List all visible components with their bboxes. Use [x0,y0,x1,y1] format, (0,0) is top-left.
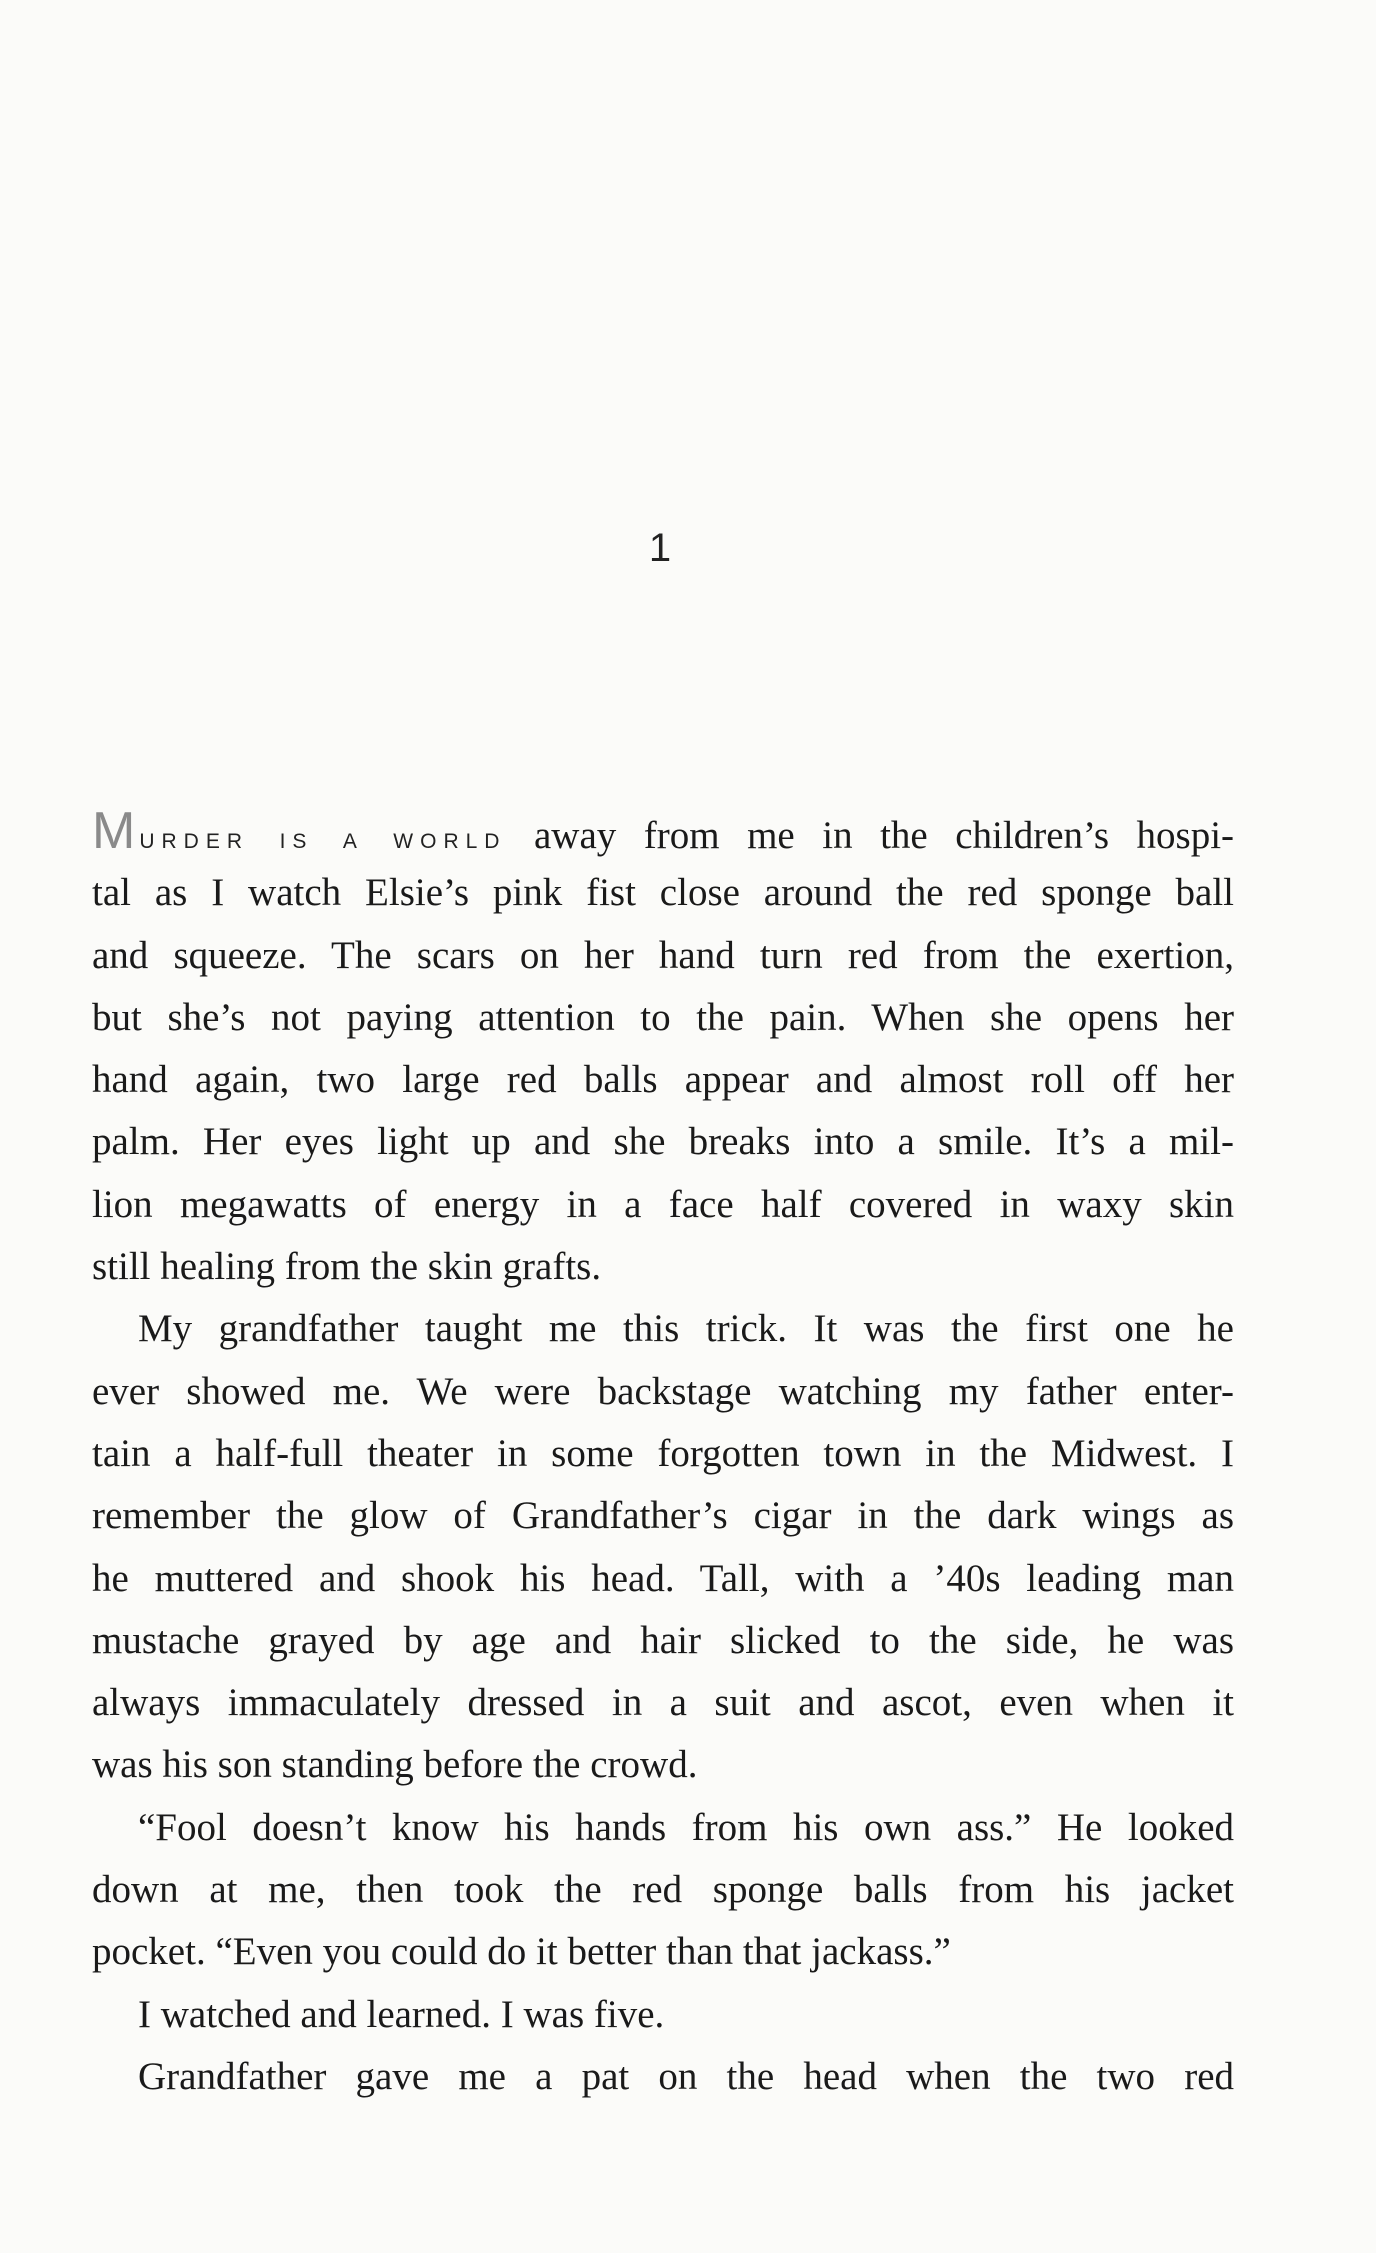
text-line: palm. Her eyes light up and she breaks into a smile. It’s a mil- [92,1120,1234,1164]
opening-line [92,800,1234,862]
text-line: he muttered and shook his head. Tall, with a ’40s leading man [92,1556,1234,1600]
text-line: mustache grayed by age and hair slicked to the side, he was [92,1618,1234,1662]
text-line: tal as I watch Elsie’s pink fist close around the red sponge ball [92,871,1234,915]
text-line: tain a half-full theater in some forgotten town in the Midwest. I [92,1431,1234,1475]
chapter-number: 1 [648,526,672,570]
text-line: and squeeze. The scars on her hand turn red from the exertion, [92,933,1234,977]
text-line: Grandfather gave me a pat on the head when the two red [138,2054,1234,2098]
text-line: always immaculately dressed in a suit and ascot, even when it [92,1681,1234,1725]
text-line: still healing from the skin grafts. [92,1245,602,1289]
text-line: but she’s not paying attention to the pain. When she opens her [92,995,1234,1039]
smallcaps-lead-in: URDER IS A WORLD [139,830,507,853]
text-line: lion megawatts of energy in a face half covered in waxy skin [92,1182,1234,1226]
text-line: ever showed me. We were backstage watching my father enter- [92,1369,1234,1413]
text-line: My grandfather taught me this trick. It was the first one he [138,1307,1234,1351]
text-line: down at me, then took the red sponge balls from his jacket [92,1868,1234,1912]
text-line: was his son standing before the crowd. [92,1743,698,1787]
drop-cap-initial: M [92,802,136,860]
opening-line-rest: away from me in the children’s hospi- [533,814,1235,857]
text-line: hand again, two large red balls appear and almost roll off her [92,1058,1234,1102]
text-line: I watched and learned. I was five. [138,1992,665,2036]
text-line: “Fool doesn’t know his hands from his own ass.” He looked [138,1805,1234,1849]
text-line: remember the glow of Grandfather’s cigar in the dark wings as [92,1494,1234,1538]
chapter-body [92,800,1234,2108]
text-line: pocket. “Even you could do it better than that jackass.” [92,1930,951,1974]
